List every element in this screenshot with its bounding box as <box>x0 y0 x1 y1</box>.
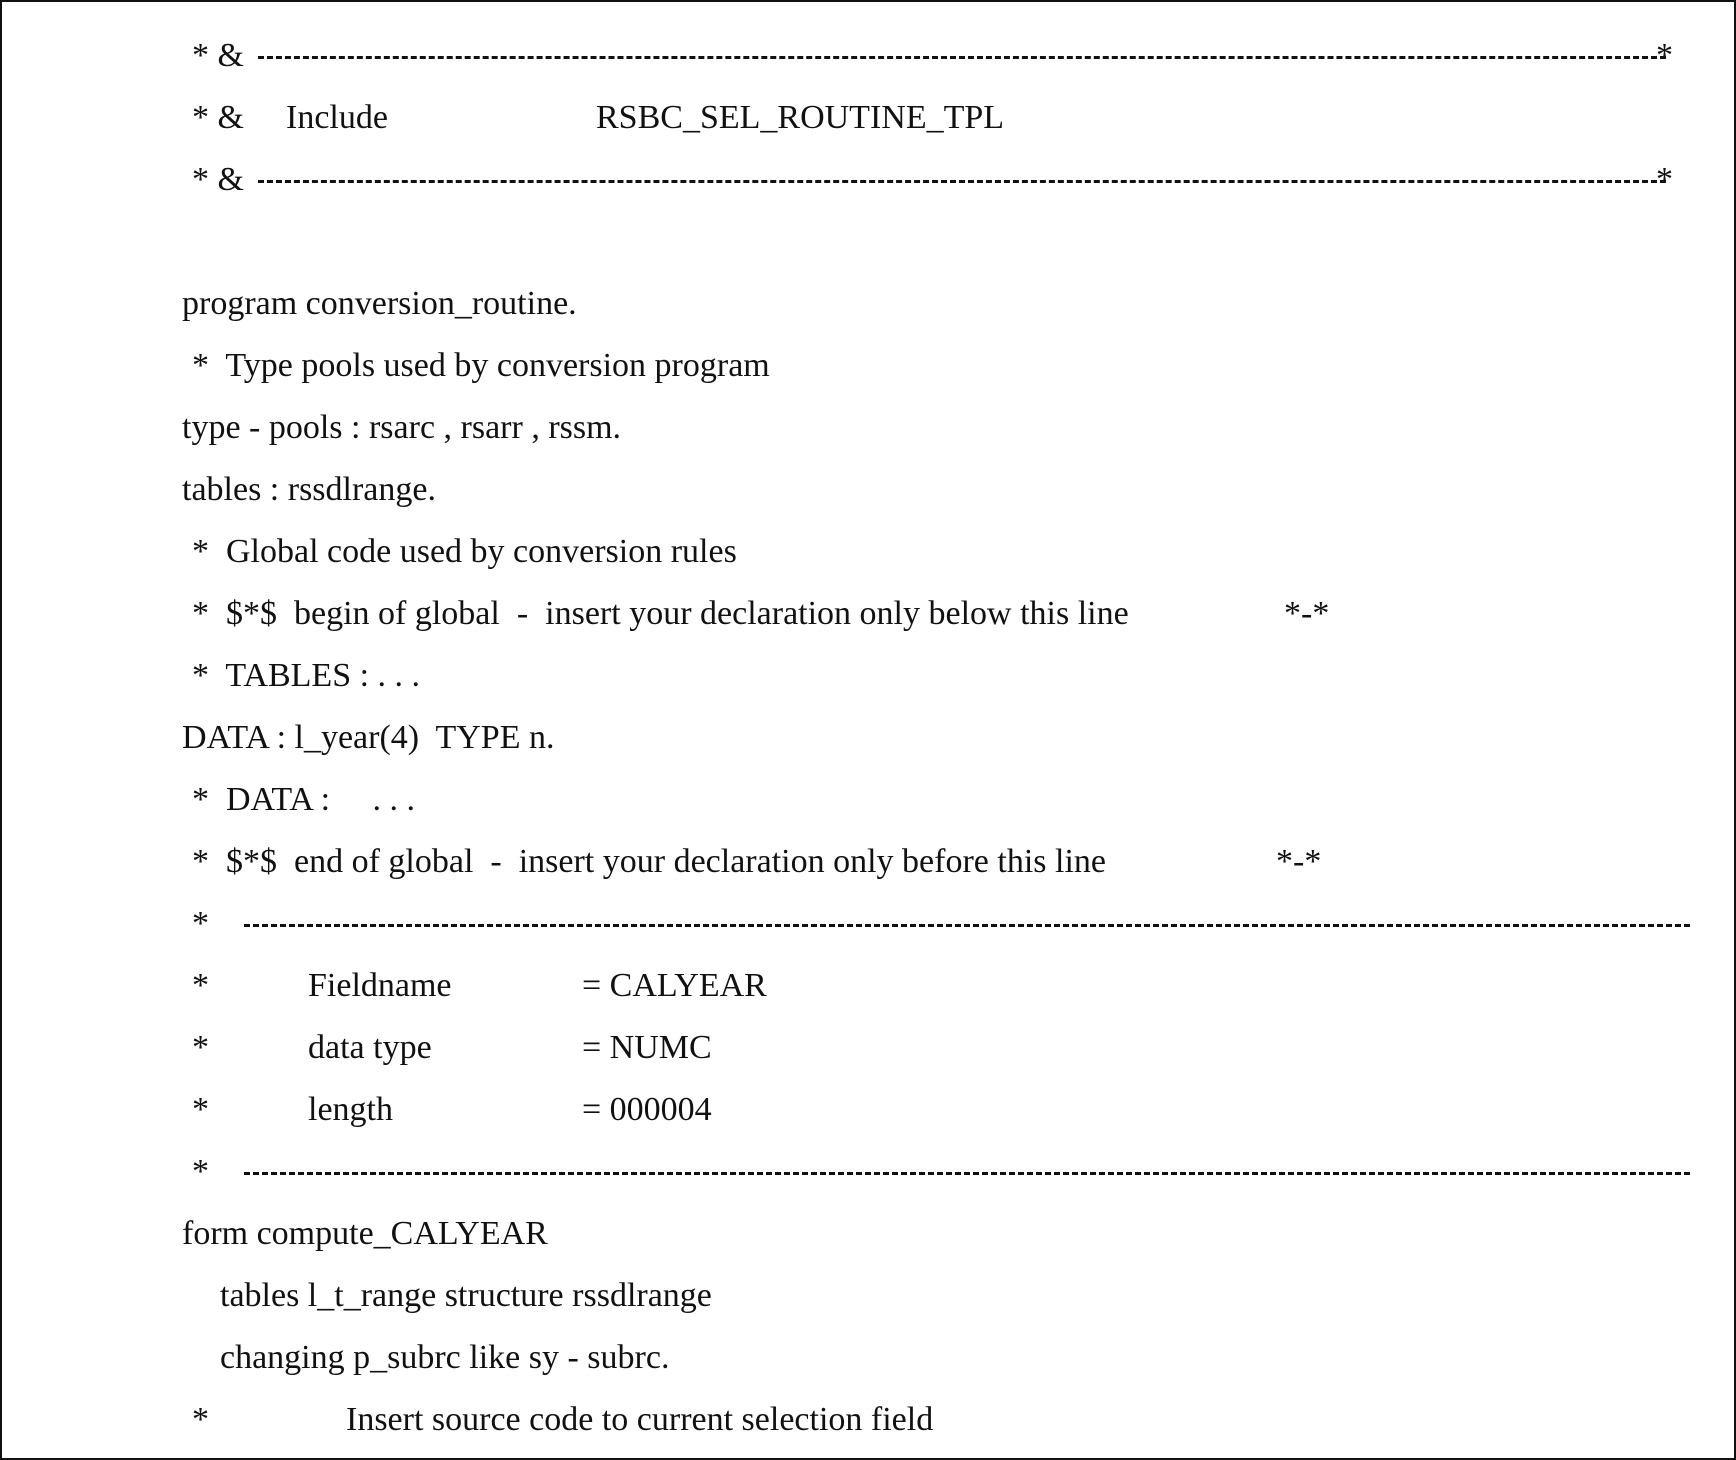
data-declaration: DATA : l_year(4) TYPE n. <box>182 719 555 756</box>
begin-global-comment: * $*$ begin of global - insert your declaration only below this line <box>192 595 1129 632</box>
form-tables-clause: tables l_t_range structure rssdlrange <box>220 1277 712 1314</box>
include-name: RSBC_SEL_ROUTINE_TPL <box>596 99 1005 136</box>
begin-global-tail: *-* <box>1284 595 1330 632</box>
separator-star-top: * <box>192 905 209 942</box>
header-star-amp-top: * & <box>192 37 244 74</box>
insert-comment-star: * <box>192 1401 209 1438</box>
comment-data: * DATA : . . . <box>192 781 416 818</box>
length-label: length <box>308 1091 393 1128</box>
separator-dashed-rule-top <box>244 924 1690 927</box>
include-label: Include <box>286 99 388 136</box>
header-dashed-rule-top <box>258 56 1666 59</box>
tables-statement: tables : rssdlrange. <box>182 471 436 508</box>
end-global-comment: * $*$ end of global - insert your declaration only before this line <box>192 843 1106 880</box>
insert-source-comment: Insert source code to current selection field <box>346 1401 934 1438</box>
comment-type-pools: * Type pools used by conversion program <box>192 347 770 384</box>
end-global-tail: *-* <box>1276 843 1322 880</box>
comment-tables: * TABLES : . . . <box>192 657 421 694</box>
field-row-star: * <box>192 967 209 1004</box>
data-type-value: = NUMC <box>582 1029 712 1066</box>
length-value: = 000004 <box>582 1091 712 1128</box>
header-star-amp-include: * & <box>192 99 244 136</box>
field-row-star: * <box>192 1029 209 1066</box>
form-changing-clause: changing p_subrc like sy - subrc. <box>220 1339 670 1376</box>
separator-dashed-rule-bottom <box>244 1172 1690 1175</box>
field-name-value: = CALYEAR <box>582 967 767 1004</box>
field-row-star: * <box>192 1091 209 1128</box>
comment-global-code: * Global code used by conversion rules <box>192 533 737 570</box>
type-pools-statement: type - pools : rsarc , rsarr , rssm. <box>182 409 622 446</box>
separator-star-bottom: * <box>192 1153 209 1190</box>
header-dashed-rule-bottom <box>258 180 1666 183</box>
header-star-amp-bottom: * & <box>192 161 244 198</box>
header-end-star-bottom: * <box>1656 161 1673 198</box>
field-name-label: Fieldname <box>308 967 452 1004</box>
form-statement: form compute_CALYEAR <box>182 1215 548 1252</box>
data-type-label: data type <box>308 1029 432 1066</box>
header-end-star-top: * <box>1656 37 1673 74</box>
program-statement: program conversion_routine. <box>182 285 577 322</box>
